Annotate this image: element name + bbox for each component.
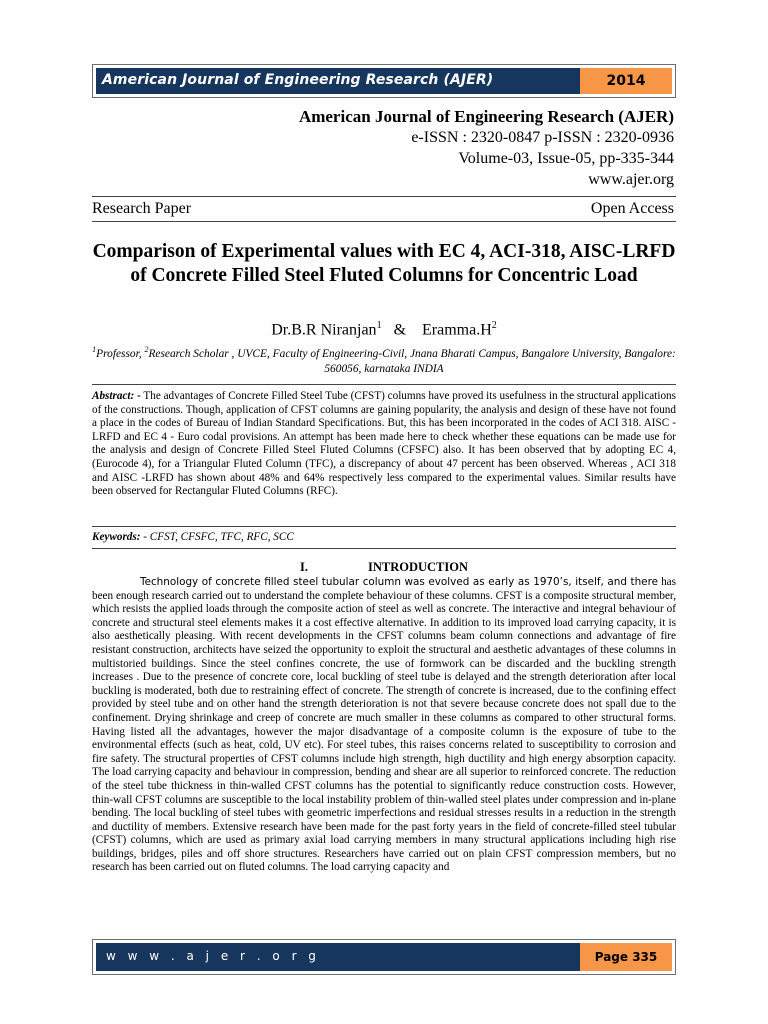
affil-sup-2: 2 xyxy=(144,345,149,354)
affil-sup-1: 1 xyxy=(92,345,97,354)
abstract-top-rule xyxy=(92,384,676,385)
journal-info xyxy=(299,106,674,190)
author-2-sup: 2 xyxy=(491,320,497,331)
abstract-text: The advantages of Concrete Filled Steel Tube (CFST) columns have proved its usefulness in the structural applications of the constructions. Though, application of CFST columns are gaining popularity, the analysis and design of these have not found a place in the codes of Bureau of Indian Standard Specifications. But, this has been incorporated in the codes of ACI 318. AISC - LRFD and EC 4 - Euro codal provisions. An attempt has been made here to check whether these equations can be made use for the analysis and design of Concrete Filled Steel Fluted Columns (CFSFC) also. It has been observed that by adopting EC 4, (Eurocode 4), for a Triangular Fluted Column (TFC), a discrepancy of about 47 percent has been observed. Whereas , ACI 318 and AISC -LRFD has shown about 48% and 64% respectively less compared to the experimental values. Similar results have been observed for Rectangular Fluted Columns (RFC). xyxy=(92,390,676,498)
abstract xyxy=(92,390,676,499)
keywords xyxy=(92,531,676,543)
section-number: I. xyxy=(299,560,308,574)
body-lead: Technology of concrete filled steel tubular column was evolved as early as 1970’s, itself, and there xyxy=(140,576,659,588)
journal-header-band xyxy=(92,64,676,98)
author-2: Eramma.H xyxy=(422,321,492,339)
affiliation xyxy=(92,342,676,377)
footer-url: w w w . a j e r . o r g xyxy=(106,949,320,963)
keywords-label: Keywords: xyxy=(92,531,141,543)
paper-title: Comparison of Experimental values with EC 4, ACI-318, AISC-LRFD of Concrete Filled Steel Fluted Columns for Concentric Load xyxy=(92,241,676,286)
journal-name: American Journal of Engineering Research (AJER) xyxy=(298,107,674,126)
author-1-sup: 1 xyxy=(376,320,382,331)
abstract-label: Abstract: - xyxy=(92,390,141,402)
header-year: 2014 xyxy=(580,68,672,94)
section-heading xyxy=(92,560,676,575)
section-title: INTRODUCTION xyxy=(367,560,468,574)
footer-band xyxy=(92,939,676,975)
body-text xyxy=(92,576,676,875)
header-band-fill xyxy=(96,68,672,94)
body-para-1: has been enough research carried out to understand the complete behaviour of these columns. CFST is a composite structural member, which resists the applied loads through the composite action of steel as well as concrete. The interactive and integral behaviour of concrete and structural steel elements makes it a cost effective alternative. In addition to its improved load carrying capacity, it is also aesthetically pleasing. With recent developments in the CFST columns beam column connections and advantage of fire resistant construction, architects have seized the opportunity to exploit the structural and aesthetic advantages of these columns in multistoried buildings. Since the steel confines concrete, the use of formwork can be discarded and the buckling strength increases . Due to the presence of concrete core, local buckling of steel tube is delayed and the strength deterioration after local buckling is moderated, both due to restraining effect of concrete. The strength of concrete is increased, due to the confining effect provided by steel tube and on other hand the strength deterioration is not that severe because concrete does not spall due to the confinement. Drying shrinkage and creep of concrete are much smaller in these columns as compared to other structural forms. Having listed all the advantages, however the major disadvantage of a composite column is the exposure of tube to the environmental effects (such as heat, cold, UV etc). For steel tubes, this raises concerns related to susceptibility to corrosion and fire safety. The structural properties of CFST columns include high strength, high ductility and high energy absorption capacity. The load carrying capacity and behaviour in compression, bending and shear are all superior to reinforced concrete. The reduction of the steel tube thickness in thin-walled CFST columns has the potential to significantly reduce construction costs. However, thin-wall CFST columns are susceptible to the local instability problem of thin-walled steel plates under compression and in-plane bending. The local buckling of steel tubes with geometric imperfections and residual stresses results in a reduction in the strength and ductility of members. Extensive research have been made for the past forty years in the field of concrete-filled steel tubular (CFST) columns, which are used as primary axial load carrying members in many structural applications including high rise buildings, bridges, piles and off shore structures. Researchers have carried out on plain CFST compression members, but no research has been carried out on fluted columns. The load carrying capacity and xyxy=(92,576,676,874)
journal-website: www.ajer.org xyxy=(588,171,674,188)
keywords-text: - CFST, CFSFC, TFC, RFC, SCC xyxy=(140,531,294,543)
author-line xyxy=(92,320,676,339)
footer-page-number: Page 335 xyxy=(580,943,672,971)
footer-band-fill xyxy=(96,943,672,971)
header-journal-name: American Journal of Engineering Research (AJER) xyxy=(102,72,494,88)
keywords-bottom-rule xyxy=(92,548,676,549)
paper-type-label: Research Paper xyxy=(92,200,192,217)
body-paragraph xyxy=(92,576,676,875)
author-1: Dr.B.R Niranjan xyxy=(271,321,377,339)
journal-issn: e-ISSN : 2320-0847 p-ISSN : 2320-0936 xyxy=(411,129,674,146)
affil-rest: Research Scholar , UVCE, Faculty of Engineering-Civil, Jnana Bharati Campus, Bangalore University, Bangalore: 560056, karnataka INDIA xyxy=(148,347,676,375)
keywords-top-rule xyxy=(92,526,676,527)
journal-volume: Volume-03, Issue-05, pp-335-344 xyxy=(458,150,674,167)
paper-type-bar xyxy=(92,196,676,222)
author-separator: & xyxy=(393,321,407,339)
affil-role-1: Professor, xyxy=(96,347,145,360)
open-access-label: Open Access xyxy=(590,200,674,217)
